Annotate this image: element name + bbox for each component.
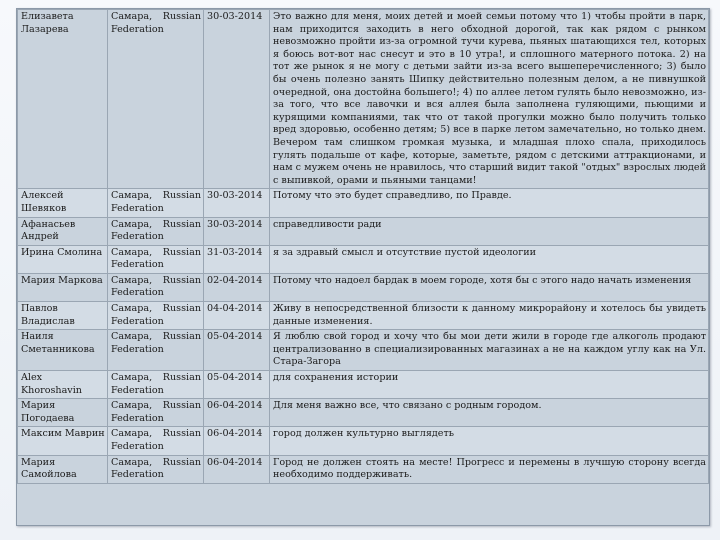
signer-comment: Это важно для меня, моих детей и моей семьи потому что 1) чтобы пройти в парк, нам приходится заходить в него обходной дорогой, так как рядом с рынком невозможно пройти из-за огромной тучи курева, пьяных шатающихся тел, которых я боюсь вот-вот нас снесут и это в 10 утра!, и сплошного матерного потока. 2) на тот же рынок я не могу с детьми зайти из-за всего вышеперечисленного; 3) было бы очень полезно занять Шипку действительно полезным делом, а не пивнушкой очередной, она достойна большего!; 4) по аллее летом гулять было невозможно, из-за того, что все лавочки и вся аллея была заполнена гуляющими, пьющими и курящими компаниями, так что от такой прогулки можно было получить только вред здоровью, особенно детям; 5) все в парке летом замечательно, но только днем. Вечером там слишком громкая музыка, и младшая плохо спала, приходилось гулять подальше от кафе, которые, заметьте, рядом с детскими аттракционами, и нам с мужем очень не нравилось, что старший видит такой "отдых" взрослых людей с выпивкой, орами и пьяными танцами! <box>270 10 709 189</box>
signer-name: Мария Погодаева <box>18 399 108 427</box>
signed-date: 04-04-2014 <box>204 302 270 330</box>
table-row <box>18 455 709 483</box>
table-row <box>18 10 709 189</box>
signer-name: Мария Маркова <box>18 273 108 301</box>
table-row <box>18 302 709 330</box>
signer-comment: я за здравый смысл и отсутствие пустой идеологии <box>270 245 709 273</box>
signer-comment: город должен культурно выглядеть <box>270 427 709 455</box>
signer-comment: для сохранения истории <box>270 371 709 399</box>
signed-date: 31-03-2014 <box>204 245 270 273</box>
signed-date: 30-03-2014 <box>204 217 270 245</box>
table-row <box>18 371 709 399</box>
table-row <box>18 427 709 455</box>
signer-name: Афанасьев Андрей <box>18 217 108 245</box>
signer-location: Самара, Russian Federation <box>108 371 204 399</box>
signer-location: Самара, Russian Federation <box>108 10 204 189</box>
table-row <box>18 399 709 427</box>
signer-location: Самара, Russian Federation <box>108 189 204 217</box>
signer-location: Самара, Russian Federation <box>108 427 204 455</box>
table-row <box>18 273 709 301</box>
table-row <box>18 245 709 273</box>
signed-date: 30-03-2014 <box>204 189 270 217</box>
signer-name: Елизавета Лазарева <box>18 10 108 189</box>
signer-name: Наиля Сметанникова <box>18 330 108 371</box>
signer-comment: Город не должен стоять на месте! Прогресс и перемены в лучшую сторону всегда необходимо поддерживать. <box>270 455 709 483</box>
signer-comment: Потому что надоел бардак в моем городе, хотя бы с этого надо начать изменения <box>270 273 709 301</box>
signed-date: 05-04-2014 <box>204 330 270 371</box>
signer-location: Самара, Russian Federation <box>108 399 204 427</box>
signer-name: Мария Самойлова <box>18 455 108 483</box>
signed-date: 06-04-2014 <box>204 399 270 427</box>
signatures-table <box>17 9 709 484</box>
signed-date: 06-04-2014 <box>204 455 270 483</box>
signer-comment: Живу в непосредственной близости к данному микрорайону и хотелось бы увидеть данные изменения. <box>270 302 709 330</box>
signed-date: 06-04-2014 <box>204 427 270 455</box>
signed-date: 30-03-2014 <box>204 10 270 189</box>
signer-location: Самара, Russian Federation <box>108 455 204 483</box>
signatures-table-container <box>16 8 710 526</box>
signer-comment: Потому что это будет справедливо, по Правде. <box>270 189 709 217</box>
signer-comment: справедливости ради <box>270 217 709 245</box>
table-row <box>18 330 709 371</box>
signer-location: Самара, Russian Federation <box>108 302 204 330</box>
signer-name: Алексей Шевяков <box>18 189 108 217</box>
signer-location: Самара, Russian Federation <box>108 330 204 371</box>
signer-comment: Для меня важно все, что связано с родным городом. <box>270 399 709 427</box>
signer-location: Самара, Russian Federation <box>108 273 204 301</box>
signed-date: 02-04-2014 <box>204 273 270 301</box>
table-row <box>18 217 709 245</box>
signer-name: Максим Маврин <box>18 427 108 455</box>
signer-name: Павлов Владислав <box>18 302 108 330</box>
signer-location: Самара, Russian Federation <box>108 245 204 273</box>
signed-date: 05-04-2014 <box>204 371 270 399</box>
signer-name: Alex Khoroshavin <box>18 371 108 399</box>
signer-name: Ирина Смолина <box>18 245 108 273</box>
signer-location: Самара, Russian Federation <box>108 217 204 245</box>
table-row <box>18 189 709 217</box>
signer-comment: Я люблю свой город и хочу что бы мои дети жили в городе где алкоголь продают централизованно в специализированных магазинах а не на каждом углу как на Ул. Стара-Загора <box>270 330 709 371</box>
